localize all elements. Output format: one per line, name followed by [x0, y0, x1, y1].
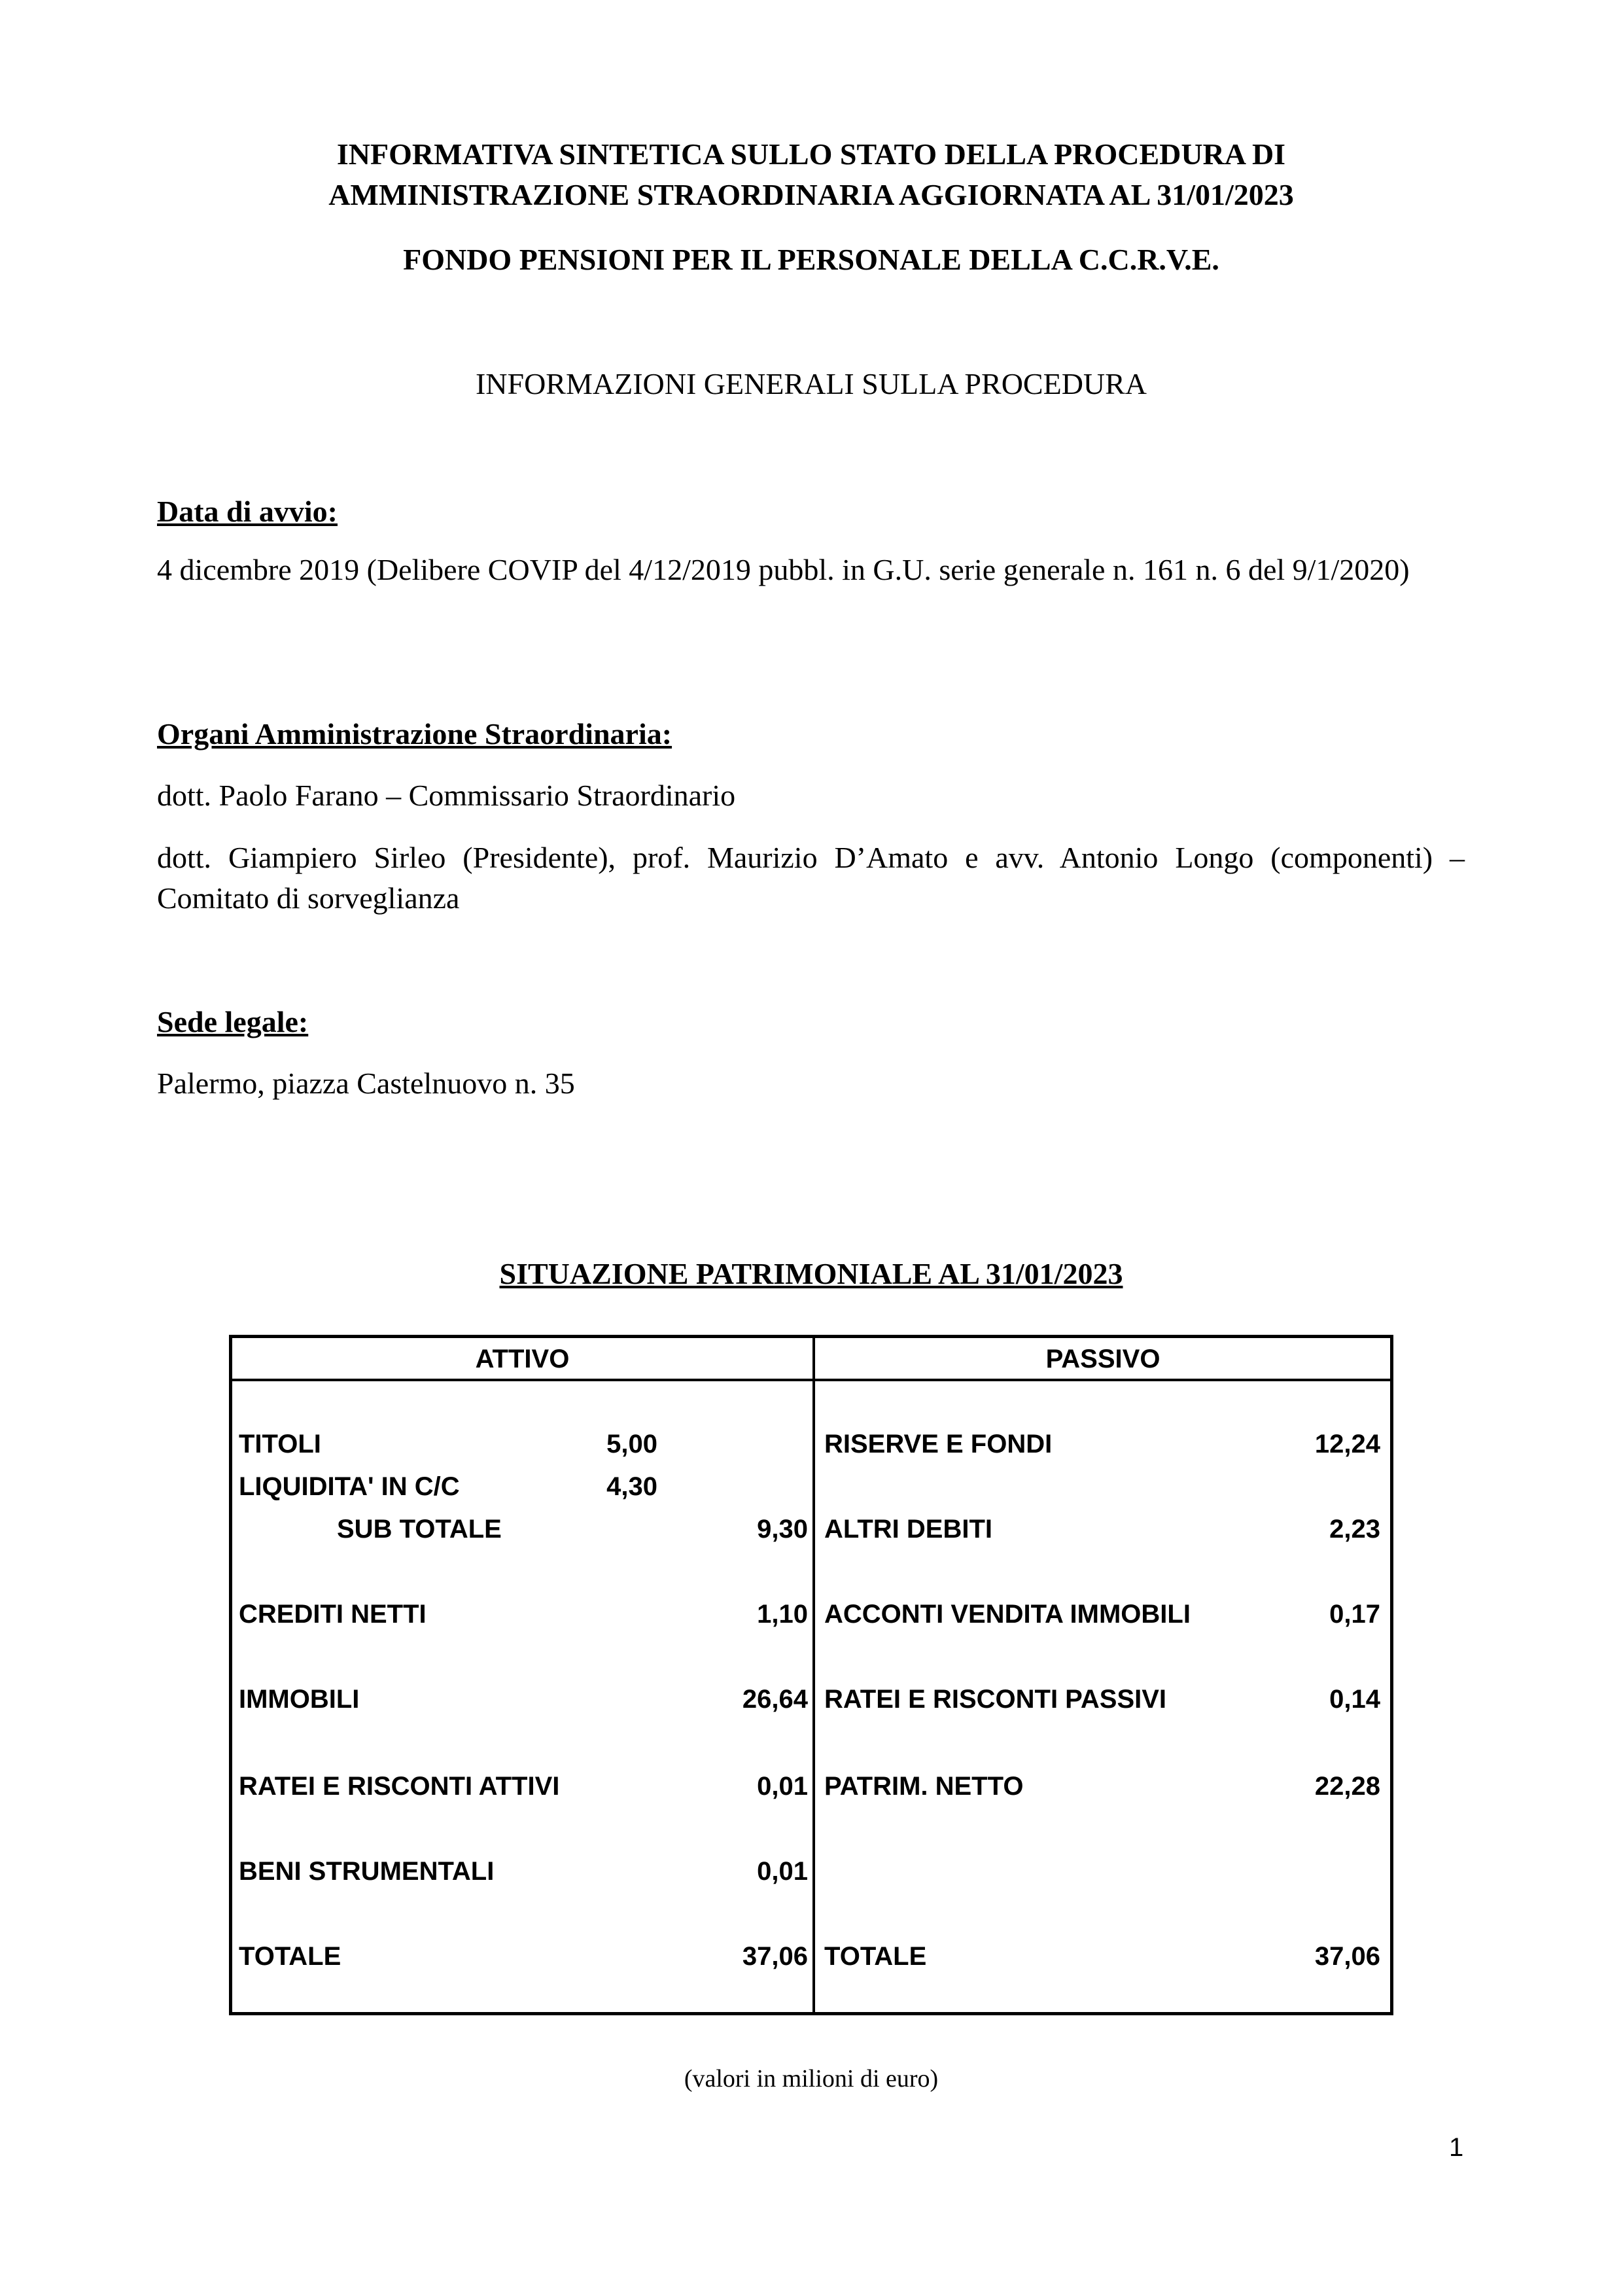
row-total: 12,24 — [1314, 1430, 1380, 1458]
organs-commissioner: dott. Paolo Farano – Commissario Straordinario — [157, 779, 736, 812]
row-label: ACCONTI VENDITA IMMOBILI — [824, 1600, 1191, 1629]
title-line-2: AMMINISTRAZIONE STRAORDINARIA AGGIORNATA AL 31/01/2023 — [328, 178, 1294, 211]
start-date-label: Data di avvio: — [157, 495, 338, 528]
row-value: 5,00 — [606, 1430, 657, 1458]
row-total: 0,01 — [757, 1772, 808, 1801]
row-label: RATEI E RISCONTI PASSIVI — [824, 1685, 1167, 1714]
row-label: RISERVE E FONDI — [824, 1430, 1053, 1458]
row-label: TOTALE — [239, 1942, 341, 1971]
row-label: PATRIM. NETTO — [824, 1772, 1024, 1801]
seat-text: Palermo, piazza Castelnuovo n. 35 — [157, 1067, 575, 1100]
row-label: BENI STRUMENTALI — [239, 1857, 495, 1886]
attivo-header: ATTIVO — [475, 1345, 570, 1373]
row-label: TOTALE — [824, 1942, 927, 1971]
row-value: 4,30 — [606, 1472, 657, 1501]
row-total: 0,01 — [757, 1857, 808, 1886]
column-divider — [812, 1338, 815, 2012]
row-label: ALTRI DEBITI — [824, 1515, 993, 1544]
row-total: 1,10 — [757, 1600, 808, 1629]
start-date-text: 4 dicembre 2019 (Delibere COVIP del 4/12/2019 pubbl. in G.U. serie generale n. 161 n. 6 del 9/1/2020) — [157, 553, 1410, 586]
row-label: SUB TOTALE — [337, 1515, 502, 1544]
row-label: IMMOBILI — [239, 1685, 360, 1714]
row-total: 26,64 — [742, 1685, 808, 1714]
organs-label: Organi Amministrazione Straordinaria: — [157, 717, 672, 751]
header-divider — [232, 1379, 1390, 1381]
row-total: 0,17 — [1329, 1600, 1380, 1629]
page-number: 1 — [1449, 2133, 1464, 2162]
row-total: 2,23 — [1329, 1515, 1380, 1544]
document-title — [157, 134, 1465, 215]
section-heading-general: INFORMAZIONI GENERALI SULLA PROCEDURA — [475, 367, 1147, 400]
row-total: 22,28 — [1314, 1772, 1380, 1801]
title-line-1: INFORMATIVA SINTETICA SULLO STATO DELLA PROCEDURA DI — [336, 137, 1286, 171]
balance-sheet-title: SITUAZIONE PATRIMONIALE AL 31/01/2023 — [499, 1257, 1123, 1290]
organs-committee: dott. Giampiero Sirleo (Presidente), prof. Maurizio D’Amato e avv. Antonio Longo (componenti) – Comitato di sorveglianza — [157, 841, 1465, 915]
row-total: 37,06 — [742, 1942, 808, 1971]
row-label: RATEI E RISCONTI ATTIVI — [239, 1772, 560, 1801]
row-total: 37,06 — [1314, 1942, 1380, 1971]
seat-label: Sede legale: — [157, 1005, 309, 1038]
passivo-header: PASSIVO — [1045, 1345, 1161, 1373]
row-label: TITOLI — [239, 1430, 321, 1458]
row-total: 9,30 — [757, 1515, 808, 1544]
document-subtitle: FONDO PENSIONI PER IL PERSONALE DELLA C.C.R.V.E. — [403, 243, 1219, 276]
values-note: (valori in milioni di euro) — [684, 2065, 939, 2093]
row-label: CREDITI NETTI — [239, 1600, 427, 1629]
balance-sheet-table — [229, 1335, 1393, 2015]
row-total: 0,14 — [1329, 1685, 1380, 1714]
row-label: LIQUIDITA' IN C/C — [239, 1472, 460, 1501]
